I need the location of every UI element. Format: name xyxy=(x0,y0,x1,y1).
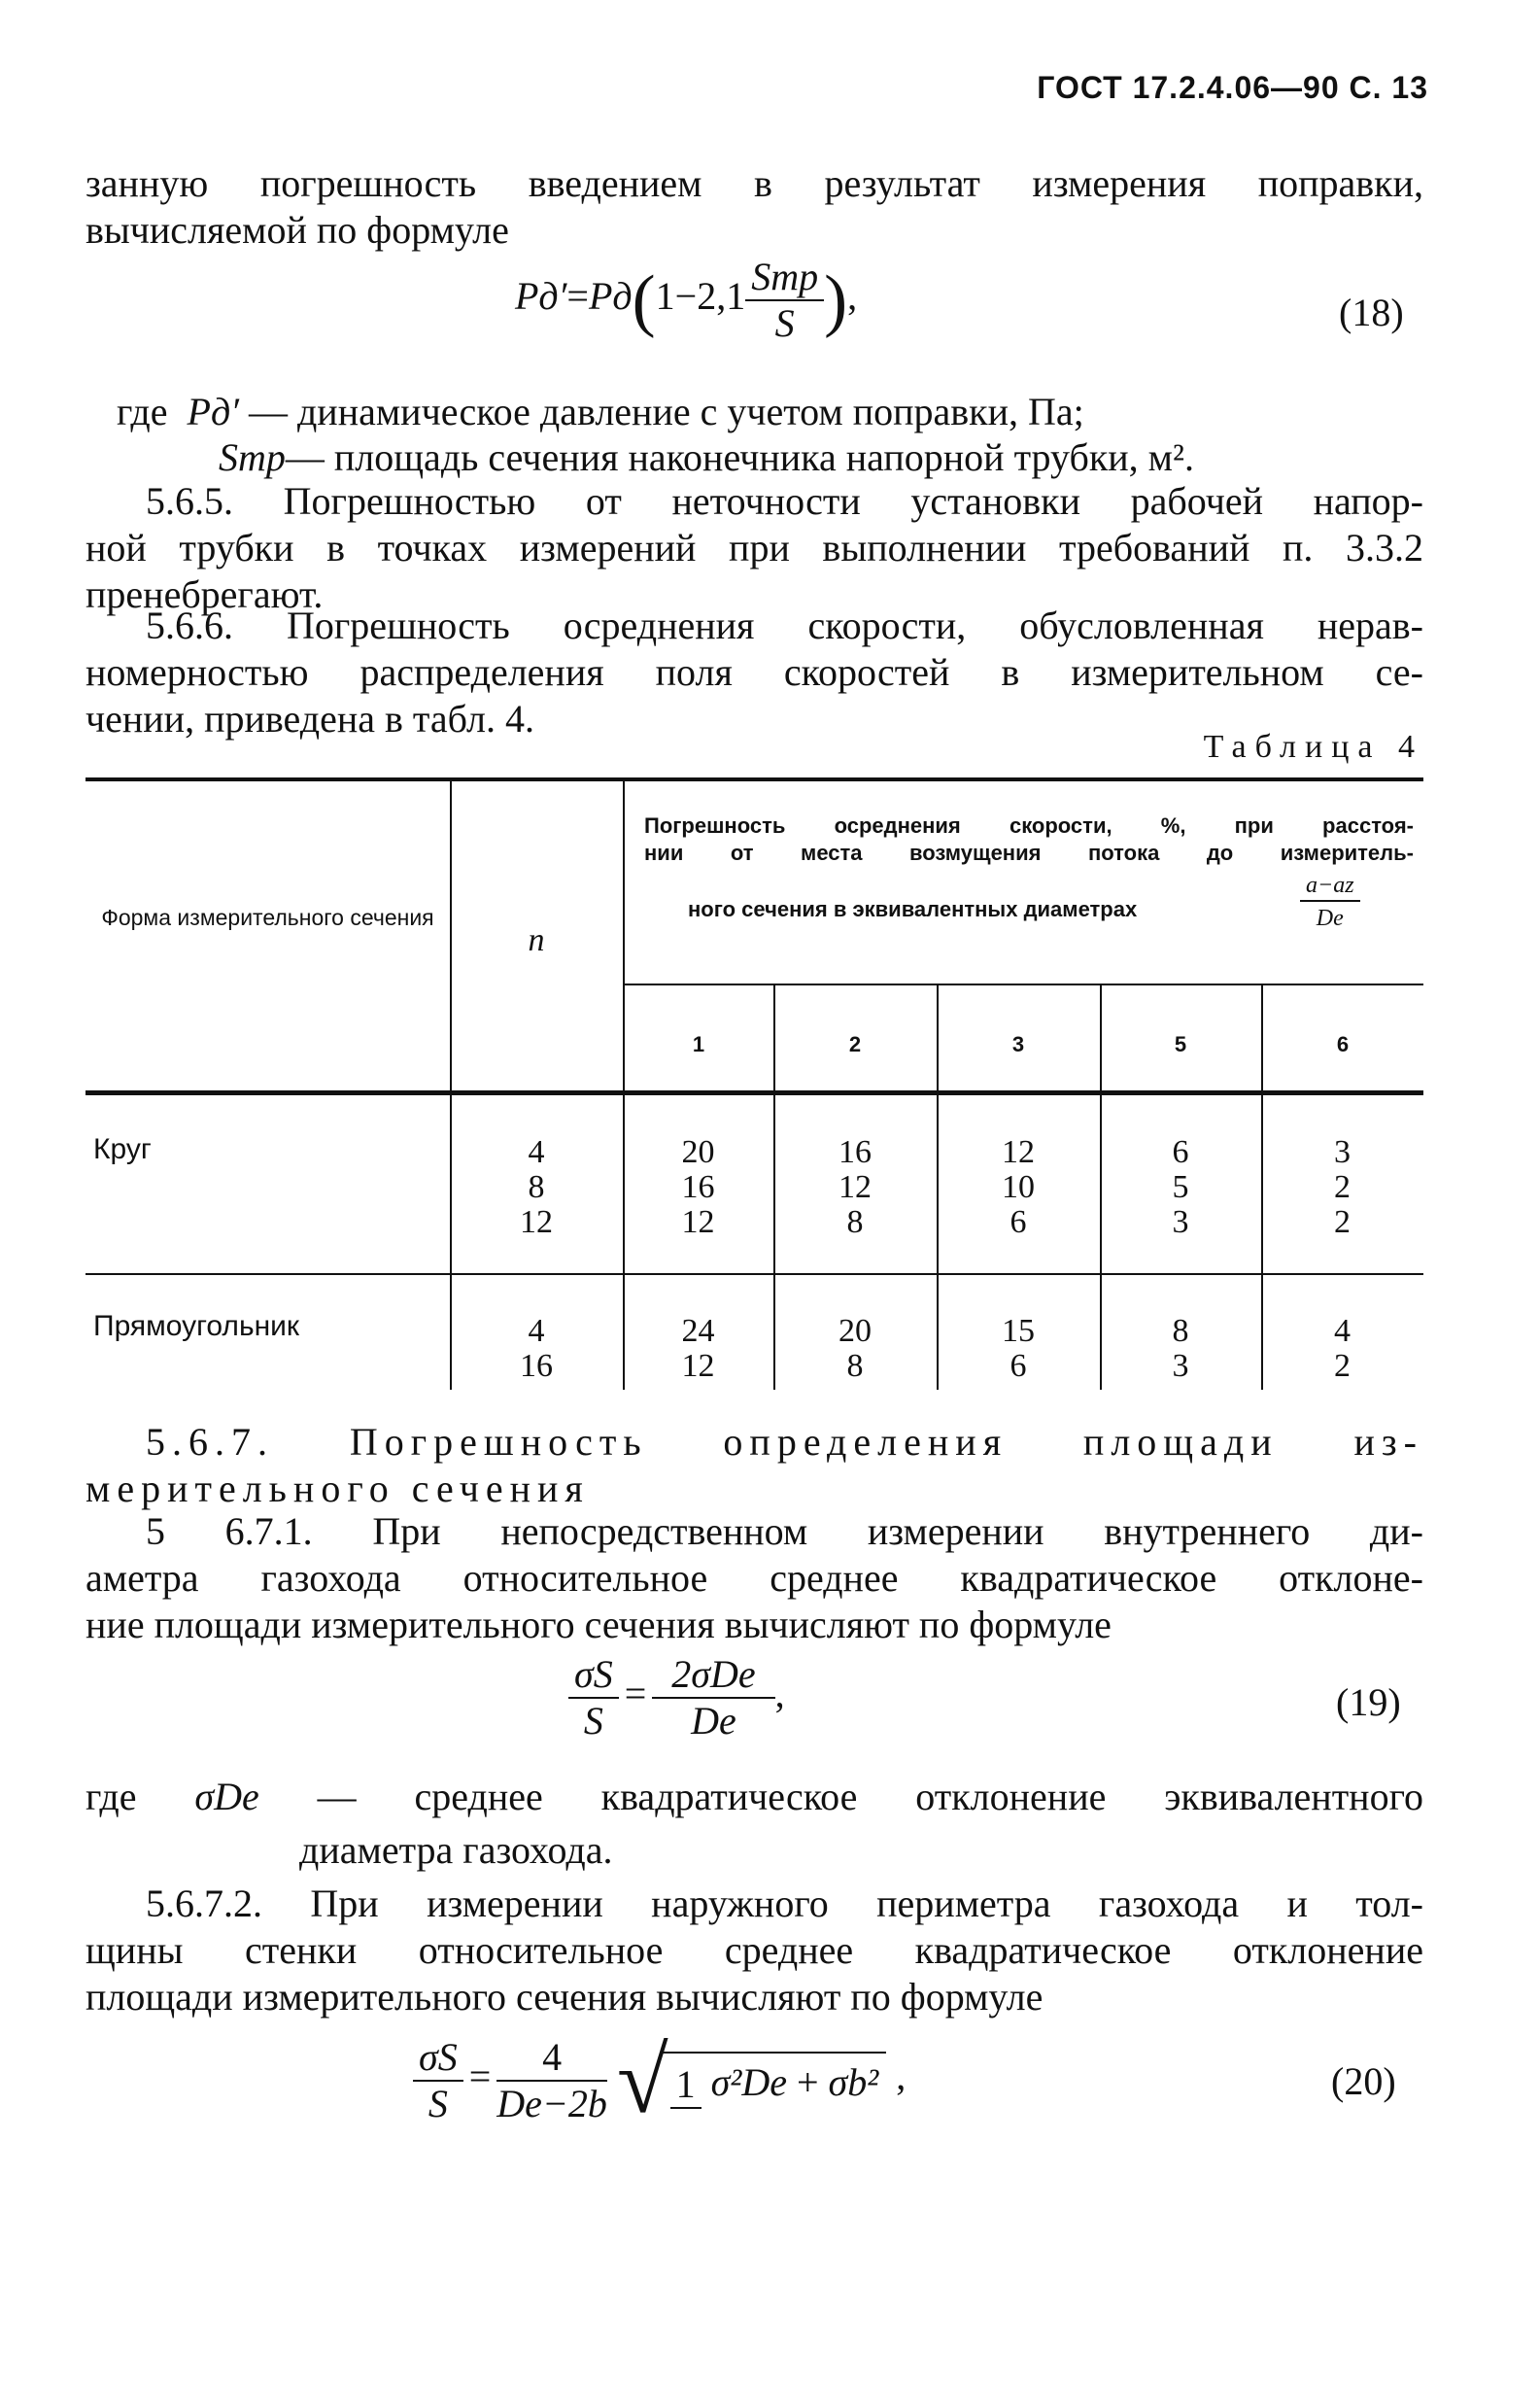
row-circle-d6 xyxy=(1261,1135,1423,1240)
formula-20 xyxy=(413,2026,906,2134)
formula19-rhs xyxy=(652,1652,774,1743)
sqrt-icon: √ xyxy=(616,2028,668,2132)
formula19-punct: , xyxy=(774,1672,785,1716)
col-header-error-3: ного сечения в эквивалентных диаметрах xyxy=(688,897,1138,921)
row-rect-d5 xyxy=(1100,1314,1261,1384)
table-cell: 6 xyxy=(1172,1134,1189,1170)
formula20-lhs xyxy=(413,2035,463,2126)
row-circle-d5 xyxy=(1100,1135,1261,1240)
formula18-lhs: Pд′ xyxy=(515,274,567,319)
table-cell: 8 xyxy=(528,1169,545,1205)
row-circle-d3 xyxy=(937,1135,1100,1240)
formula19-lhs-den: S xyxy=(583,1699,603,1743)
formula20-radicand xyxy=(663,2052,887,2110)
where18-sym2: Sтр xyxy=(219,435,286,479)
p5672-line3: площади измерительного сечения вычисляют по формуле xyxy=(86,1975,1044,2019)
formula18-open: ( xyxy=(632,260,656,339)
formula18-eq: = xyxy=(566,274,589,319)
table-header-rule xyxy=(86,1090,1423,1095)
table-cell: 12 xyxy=(838,1169,872,1205)
table-vline-2 xyxy=(623,781,625,1390)
where19-line1 xyxy=(86,1774,1423,1820)
col-header-form: Форма измерительного сечения xyxy=(101,905,434,930)
p565-line1: 5.6.5. Погрешностью от неточности установки рабочей напор- xyxy=(146,479,1423,523)
table-cell: 5 xyxy=(1172,1169,1189,1205)
col-header-error-2: нии от места возмущения потока до измеритель- xyxy=(644,841,1414,865)
formula18-fraction xyxy=(745,255,824,346)
row-rect-d6 xyxy=(1261,1314,1423,1384)
table-title: Таблица 4 xyxy=(1203,729,1423,765)
p5671-line3: ние площади измерительного сечения вычисляют по формуле xyxy=(86,1603,1112,1646)
table-cell: 15 xyxy=(1002,1313,1035,1349)
formula19-rhs-num: 2σDe xyxy=(652,1652,774,1699)
formula-19 xyxy=(568,1652,785,1743)
col-header-n: n xyxy=(528,922,545,958)
table-cell: 8 xyxy=(846,1348,864,1384)
formula20-eq: = xyxy=(468,2054,492,2098)
row-circle-d2 xyxy=(773,1135,937,1240)
table-cell: 3 xyxy=(1172,1348,1189,1384)
formula20-plus: + xyxy=(796,2059,819,2104)
table-cell: 12 xyxy=(520,1204,553,1240)
formula20-sqrt-frac xyxy=(670,2062,702,2109)
formula20-punct: , xyxy=(896,2054,907,2098)
row-rect-d3 xyxy=(937,1314,1100,1384)
col-header-error-1: Погрешность осреднения скорости, %, при расстоя- xyxy=(644,813,1414,838)
col-distance-3: 3 xyxy=(1011,1032,1025,1056)
p566-line3: чении, приведена в табл. 4. xyxy=(86,697,534,741)
formula20-sqrt xyxy=(617,2026,886,2134)
col-header-fraction-den: De xyxy=(1316,906,1344,931)
page-header: ГОСТ 17.2.4.06—90 С. 13 xyxy=(1037,70,1428,105)
formula19-lhs-num: σS xyxy=(568,1652,619,1699)
formula18-close: ) xyxy=(824,260,848,339)
formula20-number: (20) xyxy=(1331,2059,1396,2103)
formula20-lhs-den: S xyxy=(428,2081,448,2125)
table-cell: 6 xyxy=(1010,1204,1027,1240)
table-cell: 4 xyxy=(1334,1313,1351,1349)
p565-line2: ной трубки в точках измерений при выполнении требований п. 3.3.2 xyxy=(86,526,1423,570)
formula18-const: 1−2,1 xyxy=(655,274,746,319)
p566-line2: номерностью распределения поля скоростей в измерительном се- xyxy=(86,650,1423,694)
where19-line2: диаметра газохода. xyxy=(299,1828,613,1872)
p567-title-line1: 5.6.7. Погрешность определения площади из- xyxy=(146,1420,1423,1464)
table-subheader-rule xyxy=(623,984,1423,985)
where19-pre: где xyxy=(86,1775,137,1818)
para1-line1: занную погрешность введением в результат измерения поправки, xyxy=(86,161,1423,205)
where18-line1 xyxy=(117,389,1084,435)
table-cell: 3 xyxy=(1334,1134,1351,1170)
table-4 xyxy=(86,777,1423,1390)
formula19-number: (19) xyxy=(1336,1680,1401,1724)
formula20-lhs-num: σS xyxy=(413,2035,463,2082)
table-cell: 2 xyxy=(1334,1204,1351,1240)
formula18-num: Sтр xyxy=(745,255,824,301)
col-distance-5: 5 xyxy=(1174,1032,1187,1056)
formula18-punct: , xyxy=(847,274,858,319)
p567-title-line2: мерительного сечения xyxy=(86,1467,590,1510)
where19-sym: σDe xyxy=(194,1775,259,1818)
col-distance-6: 6 xyxy=(1336,1032,1350,1056)
formula19-lhs xyxy=(568,1652,619,1743)
row-form-circle: Круг xyxy=(93,1133,152,1165)
col-header-error-fraction xyxy=(1300,871,1360,935)
p5671-line2: аметра газохода относительное среднее квадратическое отклоне- xyxy=(86,1556,1423,1600)
formula20-rhs-den: De−2b xyxy=(496,2081,607,2125)
table-cell: 2 xyxy=(1334,1348,1351,1384)
row-circle-n xyxy=(450,1135,623,1240)
table-cell: 4 xyxy=(528,1313,545,1349)
table-cell: 16 xyxy=(838,1134,872,1170)
where19-text: — среднее квадратическое отклонение эквивалентного xyxy=(317,1775,1424,1818)
formula19-rhs-den: De xyxy=(691,1699,736,1743)
where18-text1: — динамическое давление с учетом поправки, Па; xyxy=(248,390,1084,433)
where18-pre: где xyxy=(117,390,168,433)
table-cell: 16 xyxy=(520,1348,553,1384)
formula19-eq: = xyxy=(624,1672,647,1716)
row-rect-n xyxy=(450,1314,623,1384)
where18-sym1: Pд′ xyxy=(187,390,239,433)
table-cell: 24 xyxy=(681,1313,715,1349)
table-cell: 12 xyxy=(681,1348,715,1384)
table-cell: 8 xyxy=(846,1204,864,1240)
formula18-pd: Pд xyxy=(588,274,633,319)
table-cell: 3 xyxy=(1172,1204,1189,1240)
p566-line1: 5.6.6. Погрешность осреднения скорости, обусловленная нерав- xyxy=(146,604,1423,647)
col-distance-1: 1 xyxy=(692,1032,705,1056)
row-rect-d1 xyxy=(623,1314,773,1384)
table-cell: 12 xyxy=(1002,1134,1035,1170)
row-form-rectangle: Прямоугольник xyxy=(93,1310,300,1342)
p5672-line1: 5.6.7.2. При измерении наружного периметра газохода и тол- xyxy=(146,1881,1423,1925)
formula18-den: S xyxy=(774,301,795,345)
table-vline-1 xyxy=(450,781,452,1390)
p5672-line2: щины стенки относительное среднее квадратическое отклонение xyxy=(86,1928,1423,1972)
para1-line2: вычисляемой по формуле xyxy=(86,208,509,252)
table-cell: 10 xyxy=(1002,1169,1035,1205)
p565-line3: пренебрегают. xyxy=(86,572,324,616)
table-row-rule xyxy=(86,1273,1423,1275)
formula20-sqrt-frac-num: 1 xyxy=(670,2062,702,2109)
p5671-line1: 5 6.7.1. При непосредственном измерении внутреннего ди- xyxy=(146,1509,1423,1553)
table-cell: 20 xyxy=(681,1134,715,1170)
row-circle-d1 xyxy=(623,1135,773,1240)
formula-18 xyxy=(515,255,857,346)
formula18-number: (18) xyxy=(1339,291,1404,334)
table-cell: 2 xyxy=(1334,1169,1351,1205)
table-cell: 20 xyxy=(838,1313,872,1349)
row-rect-d2 xyxy=(773,1314,937,1384)
formula20-term2: σb² xyxy=(828,2059,879,2104)
table-cell: 12 xyxy=(681,1204,715,1240)
table-cell: 8 xyxy=(1172,1313,1189,1349)
formula20-rhs xyxy=(496,2035,607,2126)
formula20-term1: σ²De xyxy=(710,2059,787,2104)
col-distance-2: 2 xyxy=(848,1032,862,1056)
table-cell: 4 xyxy=(528,1134,545,1170)
table-cell: 6 xyxy=(1010,1348,1027,1384)
formula20-rhs-num: 4 xyxy=(496,2035,607,2082)
where18-line2 xyxy=(219,434,1194,481)
table-top-rule xyxy=(86,777,1423,781)
col-header-fraction-num: a−az xyxy=(1300,871,1360,902)
where18-text2: — площадь сечения наконечника напорной трубки, м². xyxy=(285,435,1194,479)
table-cell: 16 xyxy=(681,1169,715,1205)
